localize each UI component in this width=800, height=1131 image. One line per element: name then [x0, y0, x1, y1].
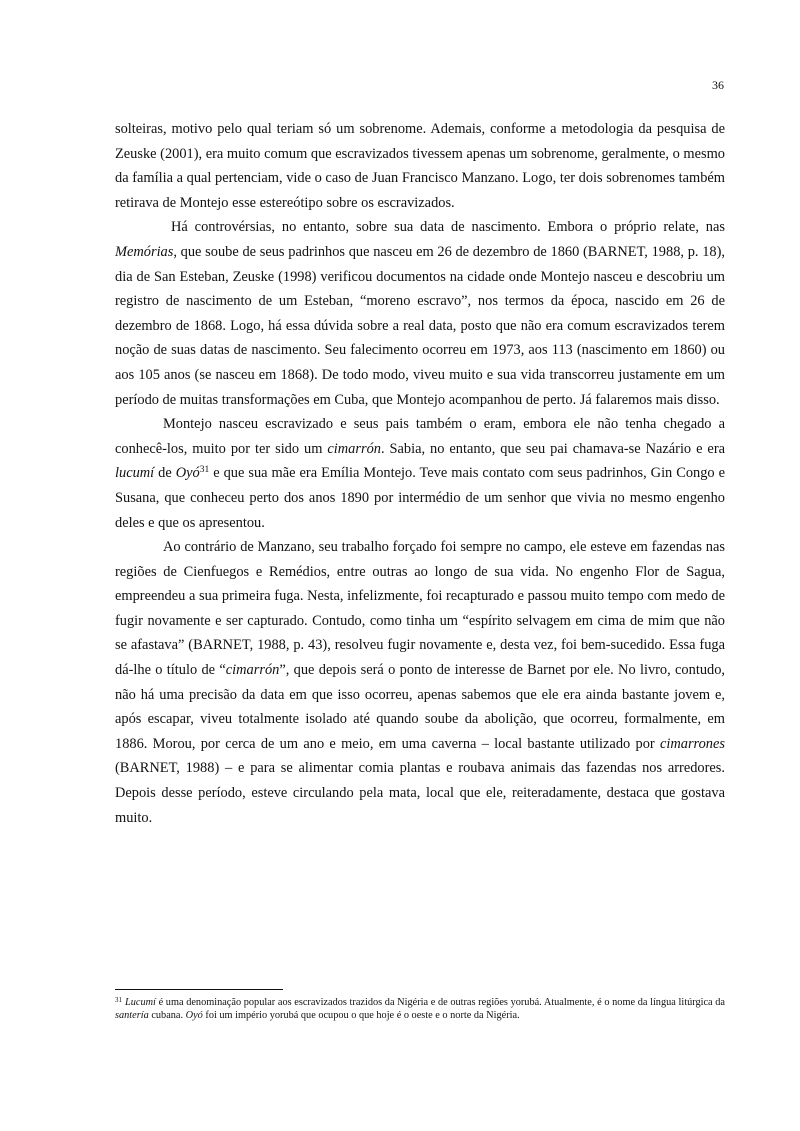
italic-term: lucumí — [115, 465, 155, 482]
paragraph-text: ”, que depois será o ponto de interesse de Barnet por ele. No livro, contudo, não há uma precisão da data em que isso ocorreu, apenas sabemos que ele era ainda bastante jovem e, após escapar, viveu totalmente isolado até quando soube da abolição, que ocorreu, formalmente, em 1886. Morou, por cerca de um ano e meio, em uma caverna – local bastante utilizado por — [115, 662, 726, 752]
footnote-reference[interactable]: 31 — [199, 465, 210, 476]
paragraph — [115, 412, 725, 535]
paragraph — [115, 535, 725, 830]
footnote-text: cubana. — [148, 1010, 186, 1021]
footnote-text: foi um império yorubá que ocupou o que hoje é o oeste e o norte da Nigéria. — [202, 1010, 520, 1021]
paragraph-text: solteiras, motivo pelo qual teriam só um sobrenome. Ademais, conforme a metodologia da pesquisa de Zeuske (2001), era muito comum que escravizados tivessem apenas um sobrenome, geralmente, o mesmo da família a qual pertenciam, vide o caso de Juan Francisco Manzano. Logo, ter dois sobrenomes também retirava de Montejo esse estereótipo sobre os escravizados. — [115, 121, 725, 211]
italic-term: Memórias — [115, 243, 174, 260]
paragraph-text: (BARNET, 1988) – e para se alimentar comia plantas e roubava animais das fazendas nos arredores. Depois desse período, esteve circulando pela mata, local que ele, reiteradamente, destaca que gostava muito. — [115, 760, 725, 826]
paragraph-text: . Sabia, no entanto, que seu pai chamava-se Nazário e era — [380, 440, 725, 457]
paragraph-text: Há controvérsias, no entanto, sobre sua data de nascimento. Embora o próprio relate, nas — [171, 219, 725, 236]
paragraph — [115, 215, 725, 412]
italic-term: Lucumí — [125, 997, 156, 1008]
italic-term: cimarrones — [659, 735, 725, 752]
paragraph-text: Ao contrário de Manzano, seu trabalho forçado foi sempre no campo, ele esteve em fazendas nas regiões de Cienfuegos e Remédios, entre outras ao longo de sua vida. No engenho Flor de Sagua, empreendeu a sua primeira fuga. Nesta, infelizmente, foi recapturado e passou muito tempo com medo de fugir novamente e ser capturado. Contudo, como tinha um “espírito selvagem em cima de mim que não se afastava” (BARNET, 1988, p. 43), resolveu fugir novamente e, desta vez, foi bem-sucedido. Essa fuga dá-lhe o título de “ — [115, 539, 725, 679]
paragraph-text: Montejo nasceu escravizado e seus pais também o eram, embora ele não tenha chegado a conhecê-los, muito por ter sido um — [115, 416, 725, 457]
footnote-divider — [115, 989, 283, 990]
page-number: 36 — [712, 78, 724, 92]
paragraph — [115, 117, 725, 215]
paragraph-text: de — [154, 465, 176, 482]
italic-term: Oyó — [175, 465, 200, 482]
footnote — [115, 996, 725, 1022]
italic-term: Oyó — [185, 1010, 203, 1021]
italic-term: cimarrón — [327, 440, 381, 457]
paragraph-text: , que soube de seus padrinhos que nasceu em 26 de dezembro de 1860 (BARNET, 1988, p. 18), dia de San Esteban, Zeuske (1998) verificou documentos na cidade onde Montejo nasceu e descobriu um registro de nascimento de um Esteban, “moreno escravo”, nos termos da época, nascido em 26 de dezembro de 1868. Logo, há essa dúvida sobre a real data, posto que não era comum escravizados terem noção de suas datas de nascimento. Seu falecimento ocorreu em 1973, aos 113 (nascimento em 1860) ou aos 105 anos (se nasceu em 1868). De todo modo, viveu muito e sua vida transcorreu justamente em um período de muitas transformações em Cuba, que Montejo acompanhou de perto. Já falaremos mais disso. — [115, 243, 725, 408]
footnote-text: é uma denominação popular aos escravizados trazidos da Nigéria e de outras regiões yorubá. Atualmente, é o nome da língua litúrgica da — [155, 997, 725, 1008]
paragraph-text: e que sua mãe era Emília Montejo. Teve mais contato com seus padrinhos, Gin Congo e Susana, que conheceu perto dos anos 1890 por intermédio de um senhor que vivia no mesmo engenho deles e que os apresentou. — [115, 465, 726, 531]
italic-term: santería — [115, 1010, 149, 1021]
footnote-number: 31 — [115, 996, 122, 1004]
italic-term: cimarrón — [225, 662, 280, 679]
body-text — [115, 117, 725, 830]
